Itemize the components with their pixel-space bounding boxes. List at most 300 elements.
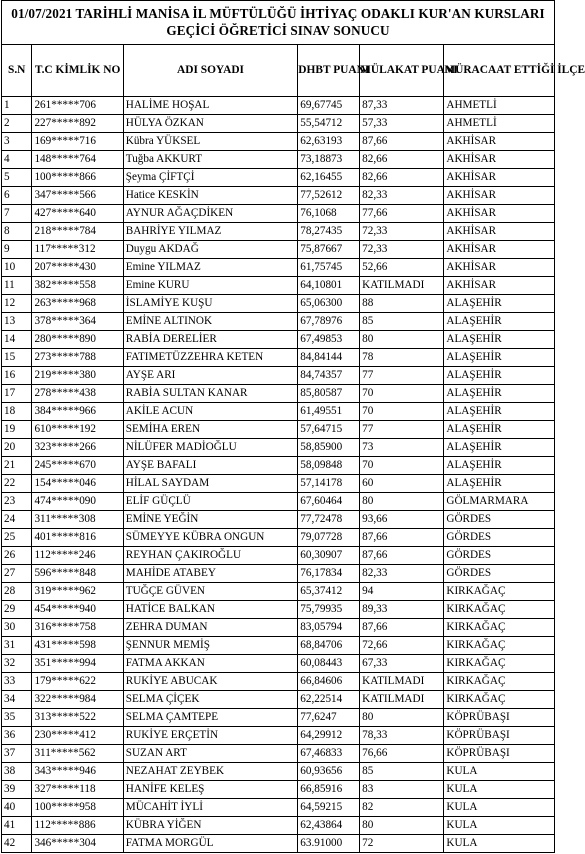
sn-cell: 26: [2, 547, 32, 565]
sn-cell: 40: [2, 799, 32, 817]
header-adi-soyadi: ADI SOYADI: [123, 45, 298, 97]
name-cell: AYŞE BAFALI: [123, 457, 298, 475]
name-cell: HÜLYA ÖZKAN: [123, 115, 298, 133]
mulakat-score-cell: 60: [360, 475, 444, 493]
district-cell: KÖPRÜBAŞI: [444, 709, 555, 727]
sn-cell: 7: [2, 205, 32, 223]
table-row: [2, 223, 555, 241]
district-cell: KULA: [444, 781, 555, 799]
tc-kimlik-cell: 382*****558: [32, 277, 123, 295]
name-cell: RABİA DERELİER: [123, 331, 298, 349]
dhbt-score-cell: 77,72478: [298, 511, 360, 529]
district-cell: ALAŞEHİR: [444, 313, 555, 331]
tc-kimlik-cell: 313*****522: [32, 709, 123, 727]
sn-cell: 11: [2, 277, 32, 295]
mulakat-score-cell: 77,66: [360, 205, 444, 223]
mulakat-score-cell: 82,66: [360, 169, 444, 187]
sn-cell: 35: [2, 709, 32, 727]
dhbt-score-cell: 69,67745: [298, 97, 360, 115]
sn-cell: 36: [2, 727, 32, 745]
mulakat-score-cell: 82,33: [360, 565, 444, 583]
tc-kimlik-cell: 427*****640: [32, 205, 123, 223]
district-cell: KULA: [444, 799, 555, 817]
tc-kimlik-cell: 117*****312: [32, 241, 123, 259]
dhbt-score-cell: 65,37412: [298, 583, 360, 601]
dhbt-score-cell: 61,49551: [298, 403, 360, 421]
table-row: [2, 439, 555, 457]
tc-kimlik-cell: 227*****892: [32, 115, 123, 133]
name-cell: BAHRİYE YILMAZ: [123, 223, 298, 241]
sn-cell: 23: [2, 493, 32, 511]
name-cell: Tuğba AKKURT: [123, 151, 298, 169]
sn-cell: 37: [2, 745, 32, 763]
district-cell: AKHİSAR: [444, 151, 555, 169]
sn-cell: 27: [2, 565, 32, 583]
district-cell: AKHİSAR: [444, 187, 555, 205]
sn-cell: 31: [2, 637, 32, 655]
tc-kimlik-cell: 378*****364: [32, 313, 123, 331]
name-cell: RABİA SULTAN KANAR: [123, 385, 298, 403]
district-cell: GÖLMARMARA: [444, 493, 555, 511]
table-row: [2, 187, 555, 205]
mulakat-score-cell: 72,66: [360, 637, 444, 655]
dhbt-score-cell: 66,85916: [298, 781, 360, 799]
sn-cell: 21: [2, 457, 32, 475]
district-cell: AKHİSAR: [444, 277, 555, 295]
document-page: [1, 0, 585, 853]
sn-cell: 30: [2, 619, 32, 637]
tc-kimlik-cell: 610*****192: [32, 421, 123, 439]
sn-cell: 33: [2, 673, 32, 691]
tc-kimlik-cell: 311*****308: [32, 511, 123, 529]
district-cell: AKHİSAR: [444, 259, 555, 277]
sn-cell: 39: [2, 781, 32, 799]
table-row: [2, 547, 555, 565]
district-cell: ALAŞEHİR: [444, 457, 555, 475]
tc-kimlik-cell: 263*****968: [32, 295, 123, 313]
district-cell: AKHİSAR: [444, 169, 555, 187]
sn-cell: 10: [2, 259, 32, 277]
table-row: [2, 781, 555, 799]
district-cell: KIRKAĞAÇ: [444, 655, 555, 673]
name-cell: AYNUR AĞAÇDİKEN: [123, 205, 298, 223]
dhbt-score-cell: 55,54712: [298, 115, 360, 133]
tc-kimlik-cell: 401*****816: [32, 529, 123, 547]
dhbt-score-cell: 75,79935: [298, 601, 360, 619]
name-cell: EMİNE ALTINOK: [123, 313, 298, 331]
table-row: [2, 259, 555, 277]
dhbt-score-cell: 60,08443: [298, 655, 360, 673]
table-row: [2, 241, 555, 259]
mulakat-score-cell: 80: [360, 493, 444, 511]
dhbt-score-cell: 60,30907: [298, 547, 360, 565]
header-sn: S.N: [2, 45, 32, 97]
tc-kimlik-cell: 273*****788: [32, 349, 123, 367]
dhbt-score-cell: 67,78976: [298, 313, 360, 331]
dhbt-score-cell: 84,84144: [298, 349, 360, 367]
dhbt-score-cell: 61,75745: [298, 259, 360, 277]
district-cell: GÖRDES: [444, 529, 555, 547]
table-row: [2, 133, 555, 151]
sn-cell: 9: [2, 241, 32, 259]
district-cell: AKHİSAR: [444, 241, 555, 259]
sn-cell: 34: [2, 691, 32, 709]
mulakat-score-cell: 72,33: [360, 223, 444, 241]
header-tc-kimlik-no: T.C KİMLİK NO: [32, 45, 123, 97]
dhbt-score-cell: 57,14178: [298, 475, 360, 493]
district-cell: KIRKAĞAÇ: [444, 601, 555, 619]
tc-kimlik-cell: 154*****046: [32, 475, 123, 493]
dhbt-score-cell: 65,06300: [298, 295, 360, 313]
district-cell: KIRKAĞAÇ: [444, 619, 555, 637]
table-row: [2, 295, 555, 313]
district-cell: ALAŞEHİR: [444, 403, 555, 421]
tc-kimlik-cell: 343*****946: [32, 763, 123, 781]
mulakat-score-cell: 78: [360, 349, 444, 367]
dhbt-score-cell: 67,60464: [298, 493, 360, 511]
table-row: [2, 727, 555, 745]
district-cell: KIRKAĞAÇ: [444, 637, 555, 655]
results-table: [1, 44, 585, 853]
table-row: [2, 691, 555, 709]
table-row: [2, 817, 555, 835]
sn-cell: 24: [2, 511, 32, 529]
mulakat-score-cell: 77: [360, 421, 444, 439]
table-row: [2, 313, 555, 331]
mulakat-score-cell: 82: [360, 799, 444, 817]
name-cell: HALİME HOŞAL: [123, 97, 298, 115]
mulakat-score-cell: 73: [360, 439, 444, 457]
mulakat-score-cell: 70: [360, 403, 444, 421]
table-row: [2, 529, 555, 547]
sn-cell: 8: [2, 223, 32, 241]
name-cell: Şeyma ÇİFTÇİ: [123, 169, 298, 187]
mulakat-score-cell: KATILMADI: [360, 691, 444, 709]
dhbt-score-cell: 83,05794: [298, 619, 360, 637]
dhbt-score-cell: 85,80587: [298, 385, 360, 403]
document-title: 01/07/2021 TARİHLİ MANİSA İL MÜFTÜLÜĞÜ İHTİYAÇ ODAKLI KUR'AN KURSLARI GEÇİCİ ÖĞRETİCİ SINAV SONUCU: [1, 0, 555, 44]
tc-kimlik-cell: 280*****890: [32, 331, 123, 349]
dhbt-score-cell: 66,84606: [298, 673, 360, 691]
sn-cell: 1: [2, 97, 32, 115]
mulakat-score-cell: 77: [360, 367, 444, 385]
dhbt-score-cell: 62,22514: [298, 691, 360, 709]
district-cell: AKHİSAR: [444, 133, 555, 151]
mulakat-score-cell: KATILMADI: [360, 277, 444, 295]
name-cell: MÜCAHİT İYLİ: [123, 799, 298, 817]
table-row: [2, 655, 555, 673]
table-row: [2, 835, 555, 853]
name-cell: EMİNE YEĞİN: [123, 511, 298, 529]
district-cell: ALAŞEHİR: [444, 385, 555, 403]
name-cell: REYHAN ÇAKIROĞLU: [123, 547, 298, 565]
sn-cell: 42: [2, 835, 32, 853]
table-row: [2, 421, 555, 439]
name-cell: FATMA MORGÜL: [123, 835, 298, 853]
tc-kimlik-cell: 169*****716: [32, 133, 123, 151]
name-cell: NEZAHAT ZEYBEK: [123, 763, 298, 781]
table-row: [2, 601, 555, 619]
district-cell: ALAŞEHİR: [444, 367, 555, 385]
mulakat-score-cell: 88: [360, 295, 444, 313]
name-cell: ZEHRA DUMAN: [123, 619, 298, 637]
mulakat-score-cell: 87,33: [360, 97, 444, 115]
sn-cell: 15: [2, 349, 32, 367]
table-row: [2, 673, 555, 691]
dhbt-score-cell: 64,59215: [298, 799, 360, 817]
table-body: [2, 97, 555, 853]
district-cell: ALAŞEHİR: [444, 439, 555, 457]
dhbt-score-cell: 78,27435: [298, 223, 360, 241]
name-cell: İSLAMİYE KUŞU: [123, 295, 298, 313]
mulakat-score-cell: KATILMADI: [360, 673, 444, 691]
tc-kimlik-cell: 347*****566: [32, 187, 123, 205]
table-row: [2, 565, 555, 583]
district-cell: KULA: [444, 835, 555, 853]
dhbt-score-cell: 58,85900: [298, 439, 360, 457]
header-muracaat-ilce: MÜRACAAT ETTİĞİ İLÇE: [444, 45, 555, 97]
name-cell: SÜMEYYE KÜBRA ONGUN: [123, 529, 298, 547]
table-row: [2, 385, 555, 403]
tc-kimlik-cell: 327*****118: [32, 781, 123, 799]
mulakat-score-cell: 70: [360, 457, 444, 475]
tc-kimlik-cell: 346*****304: [32, 835, 123, 853]
name-cell: AYŞE ARI: [123, 367, 298, 385]
district-cell: KIRKAĞAÇ: [444, 691, 555, 709]
name-cell: SEMİHA EREN: [123, 421, 298, 439]
dhbt-score-cell: 67,49853: [298, 331, 360, 349]
tc-kimlik-cell: 100*****866: [32, 169, 123, 187]
district-cell: GÖRDES: [444, 565, 555, 583]
mulakat-score-cell: 83: [360, 781, 444, 799]
mulakat-score-cell: 70: [360, 385, 444, 403]
mulakat-score-cell: 76,66: [360, 745, 444, 763]
district-cell: AHMETLİ: [444, 97, 555, 115]
dhbt-score-cell: 76,1068: [298, 205, 360, 223]
sn-cell: 6: [2, 187, 32, 205]
tc-kimlik-cell: 319*****962: [32, 583, 123, 601]
table-row: [2, 493, 555, 511]
tc-kimlik-cell: 245*****670: [32, 457, 123, 475]
dhbt-score-cell: 60,93656: [298, 763, 360, 781]
district-cell: KULA: [444, 763, 555, 781]
tc-kimlik-cell: 431*****598: [32, 637, 123, 655]
dhbt-score-cell: 73,18873: [298, 151, 360, 169]
district-cell: ALAŞEHİR: [444, 421, 555, 439]
district-cell: AKHİSAR: [444, 223, 555, 241]
table-row: [2, 115, 555, 133]
tc-kimlik-cell: 230*****412: [32, 727, 123, 745]
table-row: [2, 763, 555, 781]
header-mulakat-puani: MÜLAKAT PUANI: [360, 45, 444, 97]
name-cell: FATIMETÜZZEHRA KETEN: [123, 349, 298, 367]
district-cell: KIRKAĞAÇ: [444, 583, 555, 601]
table-row: [2, 475, 555, 493]
table-row: [2, 169, 555, 187]
sn-cell: 18: [2, 403, 32, 421]
dhbt-score-cell: 68,84706: [298, 637, 360, 655]
mulakat-score-cell: 85: [360, 313, 444, 331]
sn-cell: 14: [2, 331, 32, 349]
mulakat-score-cell: 80: [360, 709, 444, 727]
sn-cell: 38: [2, 763, 32, 781]
dhbt-score-cell: 75,87667: [298, 241, 360, 259]
district-cell: AHMETLİ: [444, 115, 555, 133]
name-cell: AKİLE ACUN: [123, 403, 298, 421]
district-cell: ALAŞEHİR: [444, 331, 555, 349]
district-cell: GÖRDES: [444, 511, 555, 529]
mulakat-score-cell: 72,33: [360, 241, 444, 259]
name-cell: Kübra YÜKSEL: [123, 133, 298, 151]
mulakat-score-cell: 82,66: [360, 151, 444, 169]
tc-kimlik-cell: 112*****886: [32, 817, 123, 835]
name-cell: Emine YILMAZ: [123, 259, 298, 277]
sn-cell: 12: [2, 295, 32, 313]
sn-cell: 25: [2, 529, 32, 547]
table-row: [2, 151, 555, 169]
dhbt-score-cell: 64,29912: [298, 727, 360, 745]
table-row: [2, 637, 555, 655]
tc-kimlik-cell: 311*****562: [32, 745, 123, 763]
dhbt-score-cell: 67,46833: [298, 745, 360, 763]
name-cell: RUKİYE ABUCAK: [123, 673, 298, 691]
name-cell: Emine KURU: [123, 277, 298, 295]
dhbt-score-cell: 57,64715: [298, 421, 360, 439]
dhbt-score-cell: 62,43864: [298, 817, 360, 835]
sn-cell: 16: [2, 367, 32, 385]
name-cell: MAHİDE ATABEY: [123, 565, 298, 583]
table-row: [2, 349, 555, 367]
name-cell: HANİFE KELEŞ: [123, 781, 298, 799]
sn-cell: 5: [2, 169, 32, 187]
tc-kimlik-cell: 322*****984: [32, 691, 123, 709]
sn-cell: 22: [2, 475, 32, 493]
mulakat-score-cell: 80: [360, 817, 444, 835]
tc-kimlik-cell: 148*****764: [32, 151, 123, 169]
header-dhbt-puani: DHBT PUANI: [298, 45, 360, 97]
table-row: [2, 799, 555, 817]
table-row: [2, 331, 555, 349]
tc-kimlik-cell: 323*****266: [32, 439, 123, 457]
mulakat-score-cell: 80: [360, 331, 444, 349]
district-cell: ALAŞEHİR: [444, 475, 555, 493]
sn-cell: 17: [2, 385, 32, 403]
table-row: [2, 583, 555, 601]
tc-kimlik-cell: 219*****380: [32, 367, 123, 385]
name-cell: TUĞÇE GÜVEN: [123, 583, 298, 601]
mulakat-score-cell: 93,66: [360, 511, 444, 529]
mulakat-score-cell: 82,33: [360, 187, 444, 205]
table-row: [2, 403, 555, 421]
sn-cell: 20: [2, 439, 32, 457]
district-cell: KÖPRÜBAŞI: [444, 727, 555, 745]
name-cell: HİLAL SAYDAM: [123, 475, 298, 493]
tc-kimlik-cell: 596*****848: [32, 565, 123, 583]
sn-cell: 13: [2, 313, 32, 331]
name-cell: SELMA ÇİÇEK: [123, 691, 298, 709]
name-cell: ŞENNUR MEMİŞ: [123, 637, 298, 655]
tc-kimlik-cell: 261*****706: [32, 97, 123, 115]
tc-kimlik-cell: 454*****940: [32, 601, 123, 619]
dhbt-score-cell: 62,16455: [298, 169, 360, 187]
table-header: [2, 45, 585, 97]
mulakat-score-cell: 67,33: [360, 655, 444, 673]
table-row: [2, 457, 555, 475]
name-cell: Duygu AKDAĞ: [123, 241, 298, 259]
sn-cell: 19: [2, 421, 32, 439]
district-cell: KÖPRÜBAŞI: [444, 745, 555, 763]
sn-cell: 29: [2, 601, 32, 619]
table-row: [2, 709, 555, 727]
sn-cell: 2: [2, 115, 32, 133]
table-row: [2, 205, 555, 223]
tc-kimlik-cell: 100*****958: [32, 799, 123, 817]
tc-kimlik-cell: 278*****438: [32, 385, 123, 403]
tc-kimlik-cell: 112*****246: [32, 547, 123, 565]
table-row: [2, 97, 555, 115]
sn-cell: 3: [2, 133, 32, 151]
district-cell: KULA: [444, 817, 555, 835]
mulakat-score-cell: 78,33: [360, 727, 444, 745]
dhbt-score-cell: 77,6247: [298, 709, 360, 727]
tc-kimlik-cell: 207*****430: [32, 259, 123, 277]
tc-kimlik-cell: 316*****758: [32, 619, 123, 637]
name-cell: SELMA ÇAMTEPE: [123, 709, 298, 727]
table-row: [2, 277, 555, 295]
mulakat-score-cell: 72: [360, 835, 444, 853]
dhbt-score-cell: 77,52612: [298, 187, 360, 205]
mulakat-score-cell: 87,66: [360, 619, 444, 637]
name-cell: RUKİYE ERÇETİN: [123, 727, 298, 745]
tc-kimlik-cell: 351*****994: [32, 655, 123, 673]
dhbt-score-cell: 63.91000: [298, 835, 360, 853]
name-cell: KÜBRA YİĞEN: [123, 817, 298, 835]
dhbt-score-cell: 76,17834: [298, 565, 360, 583]
sn-cell: 41: [2, 817, 32, 835]
district-cell: KIRKAĞAÇ: [444, 673, 555, 691]
mulakat-score-cell: 87,66: [360, 529, 444, 547]
name-cell: SUZAN ART: [123, 745, 298, 763]
sn-cell: 4: [2, 151, 32, 169]
name-cell: FATMA AKKAN: [123, 655, 298, 673]
sn-cell: 28: [2, 583, 32, 601]
dhbt-score-cell: 58,09848: [298, 457, 360, 475]
dhbt-score-cell: 79,07728: [298, 529, 360, 547]
table-row: [2, 619, 555, 637]
name-cell: Hatice KESKİN: [123, 187, 298, 205]
mulakat-score-cell: 52,66: [360, 259, 444, 277]
name-cell: ELİF GÜÇLÜ: [123, 493, 298, 511]
district-cell: ALAŞEHİR: [444, 349, 555, 367]
table-row: [2, 367, 555, 385]
dhbt-score-cell: 84,74357: [298, 367, 360, 385]
name-cell: HATİCE BALKAN: [123, 601, 298, 619]
mulakat-score-cell: 89,33: [360, 601, 444, 619]
table-row: [2, 511, 555, 529]
mulakat-score-cell: 94: [360, 583, 444, 601]
mulakat-score-cell: 87,66: [360, 133, 444, 151]
sn-cell: 32: [2, 655, 32, 673]
dhbt-score-cell: 62,63193: [298, 133, 360, 151]
tc-kimlik-cell: 179*****622: [32, 673, 123, 691]
name-cell: NİLÜFER MADİOĞLU: [123, 439, 298, 457]
tc-kimlik-cell: 218*****784: [32, 223, 123, 241]
district-cell: AKHİSAR: [444, 205, 555, 223]
mulakat-score-cell: 85: [360, 763, 444, 781]
dhbt-score-cell: 64,10801: [298, 277, 360, 295]
district-cell: GÖRDES: [444, 547, 555, 565]
header-row: [2, 45, 555, 97]
